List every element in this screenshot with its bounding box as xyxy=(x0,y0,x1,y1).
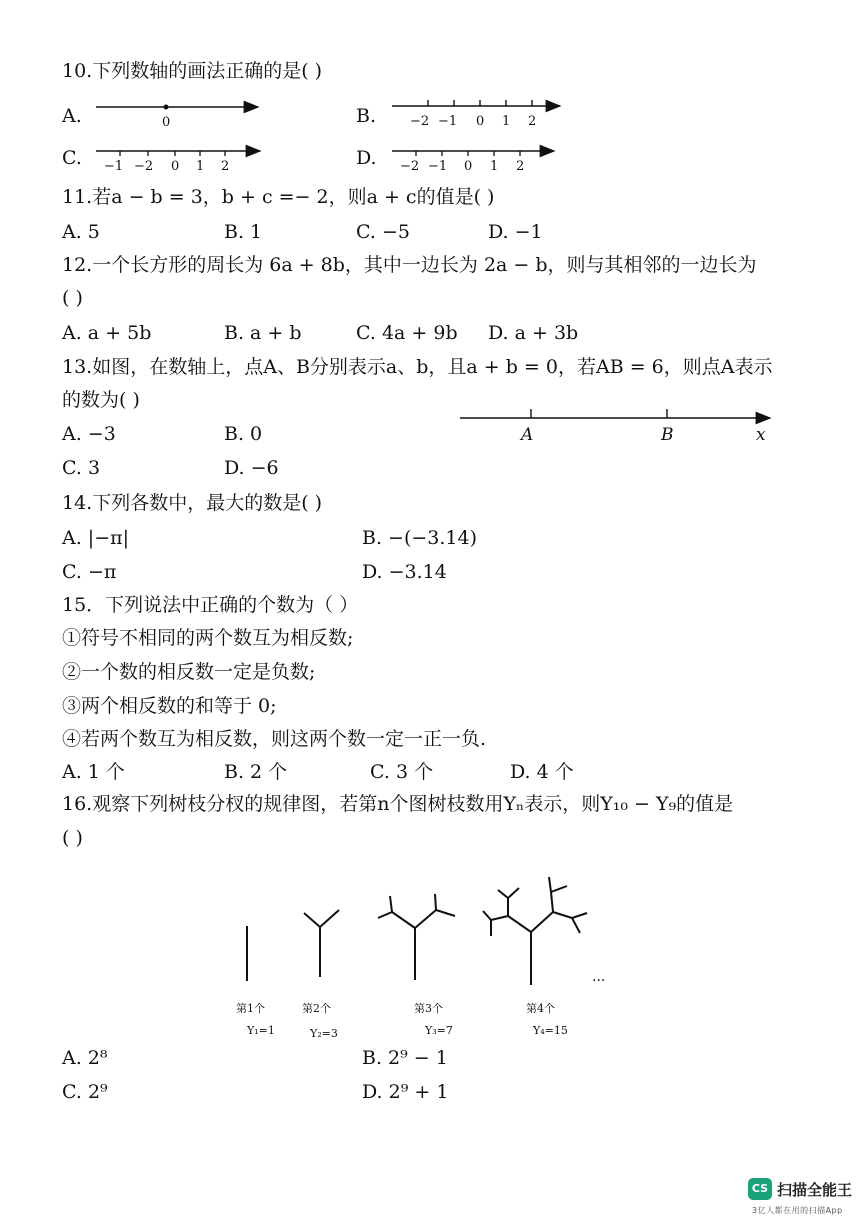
q12-option-c: C. 4a + 9b xyxy=(356,322,458,344)
q12-option-d: D. a + 3b xyxy=(488,322,579,344)
q13-axis-label: x xyxy=(756,425,766,445)
q16-stem-line1: 16.观察下列树枝分杈的规律图，若第n个图树枝数用Yₙ表示，则Y₁₀ − Y₉的值是 xyxy=(62,793,734,815)
q16-figure-ellipsis: ... xyxy=(592,969,606,985)
q10-b-tick-label: 1 xyxy=(502,114,511,129)
q14-stem: 14.下列各数中，最大的数是( ) xyxy=(62,492,323,514)
q14-option-b: B. −(−3.14) xyxy=(362,527,478,549)
q12-stem-line2: ( ) xyxy=(62,287,83,309)
q16-figure-caption: 第2个 xyxy=(302,1002,331,1015)
q16-tree-figure-3 xyxy=(378,894,455,980)
q10-stem: 10.下列数轴的画法正确的是( ) xyxy=(62,60,323,82)
q16-option-d: D. 2⁹ + 1 xyxy=(362,1081,449,1103)
q12-option-b: B. a + b xyxy=(224,322,302,344)
q10-a-tick-label: 0 xyxy=(162,115,171,130)
q10-b-tick-label: 2 xyxy=(528,114,537,129)
q13-stem-line1: 13.如图，在数轴上，点A、B分别表示a、b，且a + b = 0，若AB = 6，则点A表示 xyxy=(62,356,773,378)
q10-d-tick-label: −1 xyxy=(428,159,448,174)
q15-stem: 15．下列说法中正确的个数为（ ） xyxy=(62,594,359,616)
q10-c-tick-label: 0 xyxy=(171,159,180,174)
q10-b-tick-label: 0 xyxy=(476,114,485,129)
q15-statement-4: ④若两个数互为相反数，则这两个数一定一正一负. xyxy=(62,728,487,750)
q14-option-d: D. −3.14 xyxy=(362,561,447,583)
q16-option-a: A. 2⁸ xyxy=(62,1047,108,1069)
q10-b-tick-label: −1 xyxy=(438,114,458,129)
q16-tree-figure-2 xyxy=(304,910,339,977)
q12-stem-line1: 12.一个长方形的周长为 6a + 8b，其中一边长为 2a − b，则与其相邻的一边长为 xyxy=(62,254,757,276)
q12-option-a: A. a + 5b xyxy=(62,322,152,344)
q16-tree-figure-4 xyxy=(483,877,587,985)
q13-option-a: A. −3 xyxy=(62,423,116,445)
q16-figure-caption: 第3个 xyxy=(414,1002,443,1015)
q10-option-d-label: D. xyxy=(356,147,377,169)
q10-option-b-label: B. xyxy=(356,105,377,127)
q14-option-a: A. |−π| xyxy=(62,527,130,549)
q10-d-tick-label: 1 xyxy=(490,159,499,174)
q11-option-a: A. 5 xyxy=(62,221,100,243)
q13-point-b-label: B xyxy=(661,425,674,445)
q11-option-b: B. 1 xyxy=(224,221,263,243)
q13-numberline-figure xyxy=(460,409,770,418)
q11-stem: 11.若a − b = 3，b + c =− 2，则a + c的值是( ) xyxy=(62,186,495,208)
q10-c-tick-label: −1 xyxy=(104,159,124,174)
scanner-brand-name: 扫描全能王 xyxy=(777,1181,853,1199)
q15-statement-3: ③两个相反数的和等于 0; xyxy=(62,695,277,717)
q13-stem-line2: 的数为( ) xyxy=(62,389,140,411)
scanner-brand-slogan: 3亿人都在用的扫描App xyxy=(752,1206,843,1215)
q13-option-b: B. 0 xyxy=(224,423,263,445)
q16-figure-value: Y₂=3 xyxy=(310,1027,338,1040)
q10-option-b-numberline xyxy=(392,100,560,106)
q16-figure-caption: 第1个 xyxy=(236,1002,265,1015)
q13-option-c: C. 3 xyxy=(62,457,101,479)
q10-option-a-numberline xyxy=(96,105,258,110)
q15-option-a: A. 1 个 xyxy=(62,761,125,783)
q16-option-b: B. 2⁹ − 1 xyxy=(362,1047,448,1069)
q15-option-d: D. 4 个 xyxy=(510,761,574,783)
q16-option-c: C. 2⁹ xyxy=(62,1081,108,1103)
q10-option-c-label: C. xyxy=(62,147,82,169)
q10-d-tick-label: 0 xyxy=(464,159,473,174)
q13-option-d: D. −6 xyxy=(224,457,279,479)
q15-option-c: C. 3 个 xyxy=(370,761,434,783)
q11-option-c: C. −5 xyxy=(356,221,410,243)
q10-c-tick-label: −2 xyxy=(134,159,154,174)
q10-c-tick-label: 1 xyxy=(196,159,205,174)
q15-option-b: B. 2 个 xyxy=(224,761,288,783)
q16-stem-line2: ( ) xyxy=(62,827,83,849)
q10-d-tick-label: 2 xyxy=(516,159,525,174)
q11-option-d: D. −1 xyxy=(488,221,543,243)
q16-figure-value: Y₃=7 xyxy=(425,1024,453,1037)
q15-statement-2: ②一个数的相反数一定是负数; xyxy=(62,661,316,683)
q10-option-a-label: A. xyxy=(62,105,82,127)
q10-b-tick-label: −2 xyxy=(410,114,430,129)
q16-figure-caption: 第4个 xyxy=(526,1002,555,1015)
scanner-logo-icon: CS xyxy=(748,1178,772,1200)
q16-figure-value: Y₄=15 xyxy=(533,1024,568,1037)
q13-point-a-label: A xyxy=(521,425,534,445)
q15-statement-1: ①符号不相同的两个数互为相反数; xyxy=(62,627,354,649)
q14-option-c: C. −π xyxy=(62,561,117,583)
q10-c-tick-label: 2 xyxy=(221,159,230,174)
q10-d-tick-label: −2 xyxy=(400,159,420,174)
q16-figure-value: Y₁=1 xyxy=(247,1024,275,1037)
